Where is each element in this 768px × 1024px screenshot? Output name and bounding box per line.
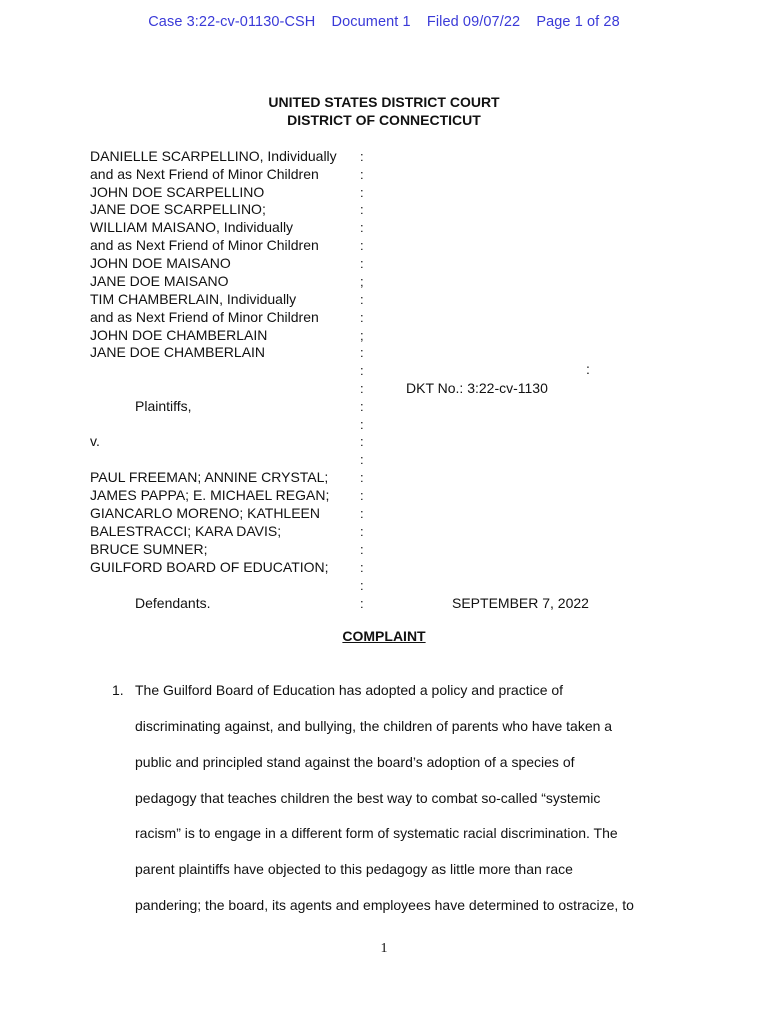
page-number: 1 [380,941,388,956]
plaintiff-line: and as Next Friend of Minor Children [90,237,319,253]
caption-colon: : [360,452,364,467]
paragraph-number: 1. [112,682,124,698]
paragraph-line: parent plaintiffs have objected to this pedagogy as little more than race [135,861,573,877]
defendant-line: GIANCARLO MORENO; KATHLEEN [90,505,321,521]
versus: v. [90,433,100,449]
caption-colon: : [360,149,364,164]
paragraph-line: pandering; the board, its agents and employees have determined to ostracize, to [135,897,634,913]
plaintiff-line: JANE DOE CHAMBERLAIN [90,344,266,360]
caption-colon: : [360,488,364,503]
caption-colon: : [360,345,364,360]
paragraph-line: public and principled stand against the board’s adoption of a species of [135,754,575,770]
defendant-line: BALESTRACCI; KARA DAVIS; [90,523,282,539]
docket-number: DKT No.: 3:22-cv-1130 [406,380,548,396]
court-district: DISTRICT OF CONNECTICUT [287,112,481,128]
caption-colon: : [360,167,364,182]
plaintiff-line: JANE DOE MAISANO [90,273,229,289]
plaintiff-line: JOHN DOE MAISANO [90,255,231,271]
caption-colon: : [360,560,364,575]
caption-colon: : [360,417,364,432]
caption-colon: : [360,202,364,217]
plaintiff-line: TIM CHAMBERLAIN, Individually [90,291,297,307]
plaintiff-line: DANIELLE SCARPELLINO, Individually [90,148,337,164]
paragraph-line: The Guilford Board of Education has adopted a policy and practice of [135,682,564,698]
caption-colon: : [360,434,364,449]
plaintiff-line: JOHN DOE CHAMBERLAIN [90,327,268,343]
defendant-line: PAUL FREEMAN; ANNINE CRYSTAL; [90,469,329,485]
plaintiff-line: JOHN DOE SCARPELLINO [90,184,265,200]
defendant-line: JAMES PAPPA; E. MICHAEL REGAN; [90,487,330,503]
caption-colon: : [360,310,364,325]
caption-colon: : [360,470,364,485]
plaintiff-line: JANE DOE SCARPELLINO; [90,201,266,217]
paragraph-line: pedagogy that teaches children the best way to combat so-called “systemic [135,790,601,806]
complaint-heading: COMPLAINT [342,628,426,644]
court-name: UNITED STATES DISTRICT COURT [268,94,500,110]
caption-colon: : [360,256,364,271]
caption-colon: : [360,506,364,521]
filing-date: SEPTEMBER 7, 2022 [452,595,589,611]
caption-colon: : [360,399,364,414]
caption-colon: : [360,220,364,235]
stamp-filed: Filed 09/07/22 [426,14,521,30]
caption-colon: : [360,381,364,396]
caption-colon: : [360,238,364,253]
plaintiff-line: WILLIAM MAISANO, Individually [90,219,294,235]
caption-colon: : [360,596,364,611]
caption-colon: : [360,185,364,200]
caption-colon: ; [360,328,364,343]
paragraph-line: discriminating against, and bullying, the children of parents who have taken a [135,718,613,734]
stamp-page: Page 1 of 28 [536,14,620,30]
stamp-document: Document 1 [331,14,411,30]
caption-colon: : [360,542,364,557]
caption-colon: : [360,524,364,539]
caption-colon: ; [360,274,364,289]
plaintiff-line: and as Next Friend of Minor Children [90,166,319,182]
defendant-line: BRUCE SUMNER; [90,541,208,557]
stamp-case: Case 3:22-cv-01130-CSH [148,14,316,30]
plaintiffs-label: Plaintiffs, [135,398,192,414]
paragraph-line: racism” is to engage in a different form of systematic racial discrimination. The [135,825,618,841]
filing-stamp [0,14,768,30]
caption-colon: : [360,363,364,378]
caption-colon: : [360,292,364,307]
plaintiff-line: and as Next Friend of Minor Children [90,309,319,325]
defendant-line: GUILFORD BOARD OF EDUCATION; [90,559,329,575]
defendants-label: Defendants. [135,595,211,611]
caption-colon: : [360,578,364,593]
stray-colon: : [586,361,590,377]
